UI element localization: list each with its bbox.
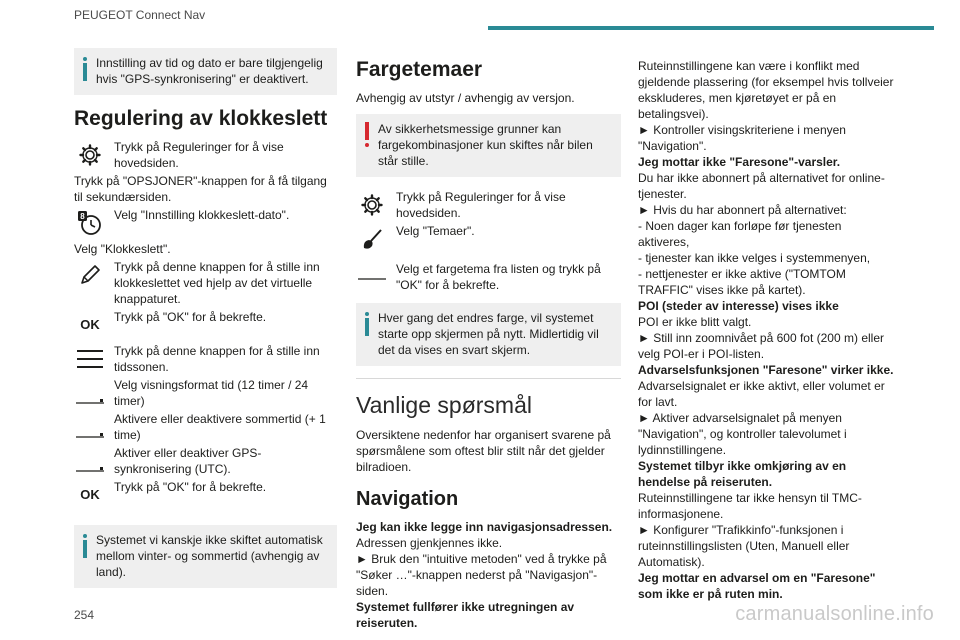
step-text: Velg et fargetema fra listen og trykk på "OK" for å bekrefte. — [396, 262, 601, 292]
section-heading: Regulering av klokkeslett — [74, 107, 328, 130]
ok-button-icon: OK — [80, 317, 100, 332]
question: Jeg mottar en advarsel om en "Faresone" som ikke er på ruten min. — [638, 571, 876, 601]
toggle-line-icon — [74, 411, 106, 443]
toggle-line-icon — [74, 445, 106, 477]
answer: ► Kontroller visingskriteriene i menyen "Navigation". — [638, 123, 846, 153]
question: Jeg mottar ikke "Faresone"-varsler. — [638, 155, 841, 169]
step-text: Velg visningsformat tid (12 timer / 24 timer) — [114, 378, 309, 408]
gear-icon — [356, 189, 388, 221]
step-text: Trykk på "OK" for å bekrefte. — [114, 480, 267, 494]
answer: Advarselsignalet er ikke aktivt, eller volumet er for lavt. — [638, 379, 885, 409]
column-1 — [74, 48, 337, 600]
watermark: carmanualsonline.info — [735, 603, 934, 625]
svg-text:8: 8 — [80, 212, 85, 221]
instruction-step — [74, 445, 337, 477]
question: POI (steder av interesse) vises ikke — [638, 299, 839, 313]
info-note-text: Innstilling av tid og dato er bare tilgjengelig hvis "GPS-synkronisering" er deaktivert. — [96, 56, 323, 86]
paint-brush-icon — [356, 223, 388, 255]
answer: POI er ikke blitt valgt. — [638, 315, 752, 329]
answer: ► Aktiver advarselsignalet på menyen "Navigation", og kontroller talevolumet i lydinnstillingene. — [638, 411, 847, 457]
info-note-text: Systemet vi kanskje ikke skiftet automatisk mellom vinter- og sommertid (avhengig av land). — [96, 533, 323, 579]
column-2 — [356, 58, 621, 631]
faq-heading: Vanlige spørsmål — [356, 392, 532, 418]
answer: Adressen gjenkjennes ikke. — [356, 536, 503, 550]
column-3 — [638, 58, 894, 602]
answer: Ruteinnstillingene kan være i konflikt med gjeldende plassering (for eksempel hvis tollveier ekskluderes, men kjøretøyet er på en betalingsvei). — [638, 59, 894, 121]
step-text: Trykk på denne knappen for å stille inn tidssonen. — [114, 344, 320, 374]
answer: Du har ikke abonnert på alternativet for online-tjenester. — [638, 171, 885, 201]
instruction-step — [74, 139, 337, 171]
toggle-line-icon — [356, 261, 388, 293]
instruction-step — [74, 479, 337, 511]
clock-settings-icon — [74, 207, 106, 239]
header-accent-bar — [488, 26, 934, 30]
step-text: Aktivere eller deaktivere sommertid (+ 1 time) — [114, 412, 326, 442]
header-title: PEUGEOT Connect Nav — [74, 8, 206, 22]
step-text: Trykk på Reguleringer for å vise hovedsiden. — [114, 140, 284, 170]
step-text: Velg "Temaer". — [396, 224, 475, 238]
instruction-step — [356, 261, 621, 293]
page-number: 254 — [74, 608, 95, 622]
answer: ► Bruk den "intuitive metoden" ved å trykke på "Søker …"-knappen nederst på "Navigasjon"-siden. — [356, 552, 607, 598]
step-text: Trykk på denne knappen for å stille inn klokkeslettet ved hjelp av det virtuelle knappaturet. — [114, 260, 320, 306]
instruction-step — [74, 343, 337, 375]
info-note — [74, 48, 337, 95]
answer: Ruteinnstillingene tar ikke hensyn til TMC-informasjonene. — [638, 491, 862, 521]
question: Advarselsfunksjonen "Faresone" virker ikke. — [638, 363, 894, 377]
list-icon — [74, 343, 106, 375]
toggle-line-icon — [74, 377, 106, 409]
answer: - nettjenester er ikke aktive ("TOMTOM TRAFFIC" vises ikke på kartet). — [638, 267, 846, 297]
instruction-step — [74, 377, 337, 409]
faq-intro: Oversiktene nedenfor har organisert svarene på spørsmålene som oftest blir stilt når det gjelder bilradioen. — [356, 428, 611, 474]
question: Jeg kan ikke legge inn navigasjonsadressen. — [356, 520, 613, 534]
info-icon — [82, 534, 88, 560]
instruction-step — [356, 189, 621, 221]
warning-note-text: Av sikkerhetsmessige grunner kan fargekombinasjoner kun skiftes når bilen står stille. — [378, 122, 593, 168]
info-note — [74, 525, 337, 588]
instruction-step — [74, 207, 337, 239]
intro-text: Avhengig av utstyr / avhengig av versjon. — [356, 91, 575, 105]
answer: - Noen dager kan forløpe før tjenesten aktiveres, — [638, 219, 842, 249]
instruction-step — [74, 411, 337, 443]
ok-button-icon: OK — [80, 487, 100, 502]
question: Systemet tilbyr ikke omkjøring av en hendelse på reiseruten. — [638, 459, 847, 489]
step-text: Aktiver eller deaktiver GPS-synkronisering (UTC). — [114, 446, 262, 476]
answer: ► Konfigurer "Trafikkinfo"-funksjonen i ruteinnstillingslisten (Uten, Manuell eller Automatisk). — [638, 523, 850, 569]
step-text: Velg "Innstilling klokkeslett-dato". — [114, 208, 290, 222]
info-icon — [82, 57, 88, 83]
question: Systemet fullfører ikke utregningen av reiseruten. — [356, 600, 575, 630]
info-note — [356, 303, 621, 366]
instruction-line: Velg "Klokkeslett". — [74, 242, 171, 256]
answer: ► Still inn zoomnivået på 600 fot (200 m) eller velg POI-er i POI-listen. — [638, 331, 884, 361]
info-note-text: Hver gang det endres farge, vil systemet starte opp skjermen på nytt. Midlertidig vil det da vises en svart skjerm. — [378, 311, 599, 357]
instruction-step — [74, 259, 337, 307]
divider — [356, 378, 621, 379]
answer: ► Hvis du har abonnert på alternativet: — [638, 203, 847, 217]
gear-icon — [74, 139, 106, 171]
section-heading: Fargetemaer — [356, 58, 483, 81]
warning-icon — [364, 122, 370, 148]
info-icon — [364, 312, 370, 338]
step-text: Trykk på Reguleringer for å vise hovedsiden. — [396, 190, 566, 220]
instruction-line: Trykk på "OPSJONER"-knappen for å få tilgang til sekundærsiden. — [74, 174, 327, 204]
instruction-step — [356, 223, 621, 255]
warning-note — [356, 114, 621, 177]
instruction-step — [74, 309, 337, 341]
pencil-icon — [74, 259, 106, 291]
step-text: Trykk på "OK" for å bekrefte. — [114, 310, 267, 324]
answer: - tjenester kan ikke velges i systemmenyen, — [638, 251, 871, 265]
navigation-heading: Navigation — [356, 488, 459, 510]
